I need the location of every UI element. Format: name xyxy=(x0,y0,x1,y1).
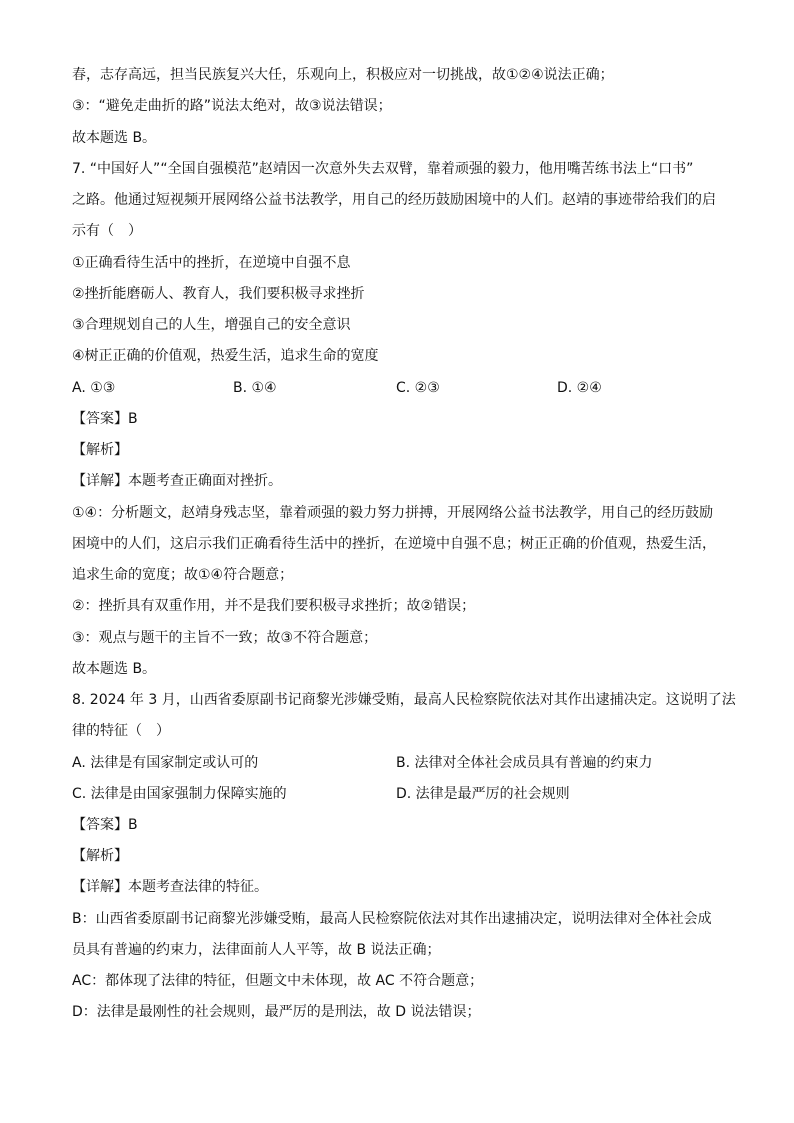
detail-line: 困境中的人们，这启示我们正确看待生活中的挫折，在逆境中自强不息；树正正确的价值观，热爱生活， xyxy=(72,536,716,552)
option-c: C. 法律是由国家强制力保障实施的 xyxy=(72,786,287,802)
question-7-stem: 示有（ ） xyxy=(72,223,142,239)
question-7-item: ③合理规划自己的人生，增强自己的安全意识 xyxy=(72,317,351,333)
option-d: D. 法律是最严厉的社会规则 xyxy=(396,786,570,802)
answer-label: 【答案】B xyxy=(72,411,138,427)
option-a: A. ①③ xyxy=(72,380,116,396)
question-8-stem: 律的特征（ ） xyxy=(72,723,170,739)
text-line: 故本题选 B。 xyxy=(72,130,157,146)
option-a: A. 法律是有国家制定或认可的 xyxy=(72,755,259,771)
detail-line: 【详解】本题考查正确面对挫折。 xyxy=(72,473,282,489)
option-b: B. ①④ xyxy=(233,380,277,396)
detail-line: 【详解】本题考查法律的特征。 xyxy=(72,879,268,895)
question-8-options-row-1 xyxy=(0,753,794,773)
question-7-item: ①正确看待生活中的挫折，在逆境中自强不息 xyxy=(72,255,351,271)
question-7-stem: 之路。他通过短视频开展网络公益书法教学，用自己的经历鼓励困境中的人们。赵靖的事迹带给我们的启 xyxy=(72,192,716,208)
detail-line: B：山西省委原副书记商黎光涉嫌受贿，最高人民检察院依法对其作出逮捕决定，说明法律对全体社会成 xyxy=(72,911,712,927)
question-8-stem: 8. 2024 年 3 月，山西省委原副书记商黎光涉嫌受贿，最高人民检察院依法对其作出逮捕决定。这说明了法 xyxy=(72,692,736,708)
question-7-options xyxy=(0,378,794,398)
detail-line: ①④：分析题文，赵靖身残志坚，靠着顽强的毅力努力拼搏，开展网络公益书法教学，用自己的经历鼓励 xyxy=(72,505,714,521)
detail-line: ②：挫折具有双重作用，并不是我们要积极寻求挫折；故②错误； xyxy=(72,598,476,614)
question-7-item: ②挫折能磨砺人、教育人，我们要积极寻求挫折 xyxy=(72,286,365,302)
analysis-label: 【解析】 xyxy=(72,442,128,458)
question-7-item: ④树正正确的价值观，热爱生活，追求生命的宽度 xyxy=(72,348,379,364)
detail-line: 故本题选 B。 xyxy=(72,661,157,677)
question-7-stem: 7. “中国好人”“全国自强模范”赵靖因一次意外失去双臂，靠着顽强的毅力，他用嘴苦练书法上“口书” xyxy=(72,161,694,177)
text-line: 春，志存高远，担当民族复兴大任，乐观向上，积极应对一切挑战，故①②④说法正确； xyxy=(72,67,614,83)
option-d: D. ②④ xyxy=(557,380,602,396)
detail-line: 员具有普遍的约束力，法律面前人人平等，故 B 说法正确； xyxy=(72,942,441,958)
text-line: ③：“避免走曲折的路”说法太绝对，故③说法错误； xyxy=(72,98,392,114)
detail-line: ③：观点与题干的主旨不一致；故③不符合题意； xyxy=(72,630,378,646)
answer-label: 【答案】B xyxy=(72,817,138,833)
option-c: C. ②③ xyxy=(396,380,440,396)
option-b: B. 法律对全体社会成员具有普遍的约束力 xyxy=(396,755,653,771)
detail-line: D：法律是最刚性的社会规则，最严厉的是刑法，故 D 说法错误； xyxy=(72,1004,481,1020)
detail-line: 追求生命的宽度；故①④符合题意； xyxy=(72,567,294,583)
detail-line: AC：都体现了法律的特征，但题文中未体现，故 AC 不符合题意； xyxy=(72,973,484,989)
question-8-options-row-2 xyxy=(0,784,794,804)
analysis-label: 【解析】 xyxy=(72,848,128,864)
